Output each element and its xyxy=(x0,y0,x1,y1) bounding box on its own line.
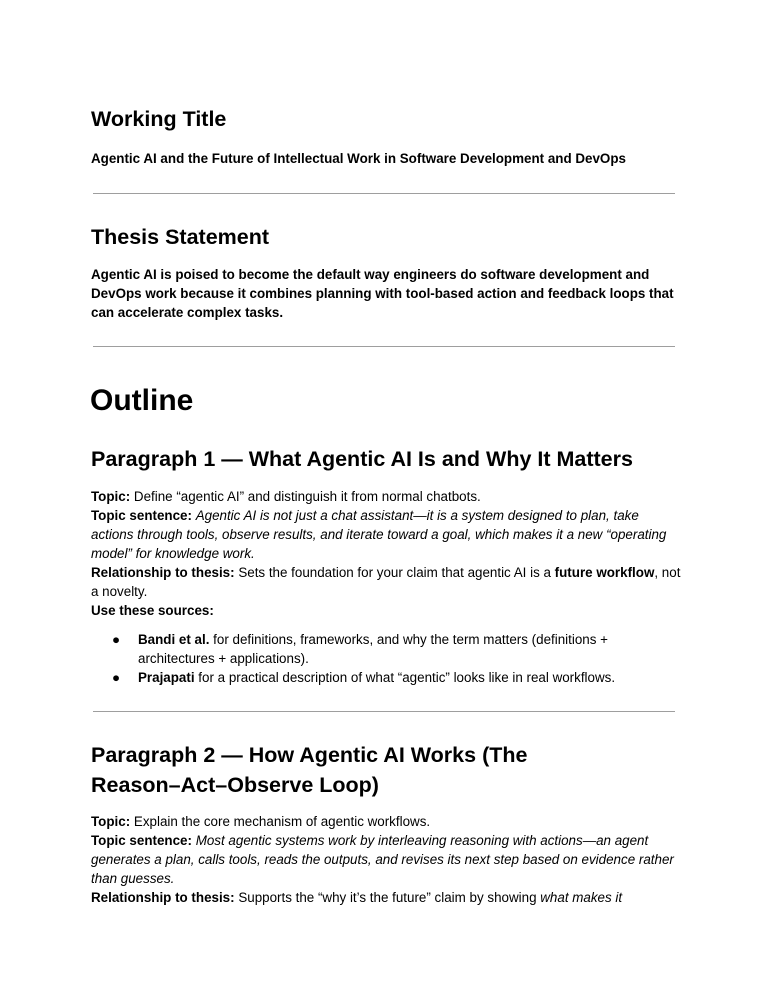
topic-sentence-text: Agentic AI is not just a chat assistant—it is a system designed to plan, take actions through tools, observe results, and iterate toward a goal, which makes it a new “operating model” for knowledge work. xyxy=(91,508,667,561)
list-item xyxy=(112,630,632,668)
working-title-heading: Working Title xyxy=(91,107,227,131)
topic-text: Explain the core mechanism of agentic workflows. xyxy=(130,814,431,829)
source-name: Bandi et al. xyxy=(138,632,210,647)
topic-sentence-line xyxy=(91,506,681,563)
paragraph-2-heading: Paragraph 2 — How Agentic AI Works (The Reason–Act–Observe Loop) xyxy=(91,743,528,797)
topic-label: Topic: xyxy=(91,489,131,504)
topic-sentence-label: Topic sentence: xyxy=(91,508,192,523)
relationship-line xyxy=(91,888,681,907)
paragraph-2-body xyxy=(91,812,681,907)
source-description: for definitions, frameworks, and why the term matters (definitions + architectures + applications). xyxy=(138,632,608,666)
thesis-text: Agentic AI is poised to become the default way engineers do software development and DevOps work because it combines planning with tool-based action and feedback loops that can accelerate complex tasks. xyxy=(91,267,674,320)
relationship-line xyxy=(91,563,681,601)
topic-label: Topic: xyxy=(91,814,131,829)
relationship-text: Sets the foundation for your claim that agentic AI is a xyxy=(234,565,555,580)
source-name: Prajapati xyxy=(138,670,195,685)
topic-sentence-text: Most agentic systems work by interleaving reasoning with actions—an agent generates a plan, calls tools, reads the outputs, and revises its next step based on evidence rather than guesses. xyxy=(91,833,674,886)
relationship-text: Supports the “why it’s the future” claim by showing xyxy=(234,890,541,905)
relationship-emphasis: what makes it xyxy=(540,890,623,905)
topic-text: Define “agentic AI” and distinguish it from normal chatbots. xyxy=(130,489,481,504)
topic-sentence-label: Topic sentence: xyxy=(91,833,192,848)
divider xyxy=(93,346,675,347)
relationship-emphasis: future workflow xyxy=(554,565,655,580)
topic-line xyxy=(91,812,681,831)
paragraph-1-heading: Paragraph 1 — What Agentic AI Is and Why It Matters xyxy=(91,447,633,471)
relationship-label: Relationship to thesis: xyxy=(91,565,235,580)
divider xyxy=(93,193,675,194)
divider xyxy=(93,711,675,712)
relationship-label: Relationship to thesis: xyxy=(91,890,235,905)
source-description: for a practical description of what “agentic” looks like in real workflows. xyxy=(194,670,616,685)
working-title-text: Agentic AI and the Future of Intellectual Work in Software Development and DevOps xyxy=(91,151,626,166)
thesis-heading: Thesis Statement xyxy=(91,225,270,249)
paragraph-1-body xyxy=(91,487,681,620)
bullet-icon: ● xyxy=(112,632,121,647)
sources-label: Use these sources: xyxy=(91,603,214,618)
outline-heading: Outline xyxy=(90,384,194,417)
relationship-text-end: , not a novelty. xyxy=(91,565,681,599)
topic-line xyxy=(91,487,681,506)
list-item xyxy=(112,668,632,687)
topic-sentence-line xyxy=(91,831,681,888)
sources-list xyxy=(112,630,632,687)
bullet-icon: ● xyxy=(112,670,121,685)
